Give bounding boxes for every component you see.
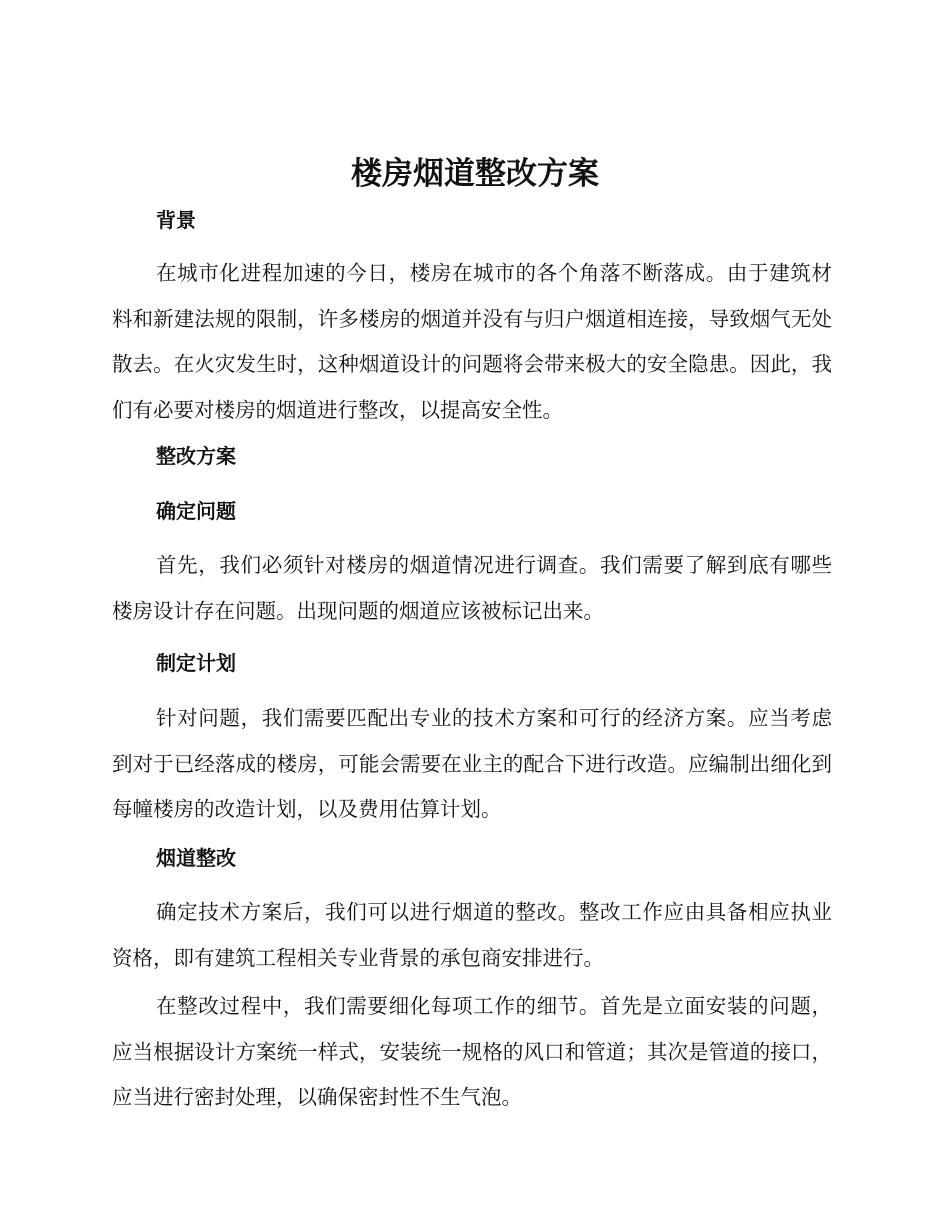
section-heading-plan: 整改方案	[156, 444, 236, 468]
flue-rectification-paragraph-2: 在整改过程中，我们需要细化每项工作的细节。首先是立面安装的问题，应当根据设计方案统一样式，安装统一规格的风口和管道；其次是管道的接口，应当进行密封处理，以确保密封性不生气泡。	[112, 994, 832, 1109]
background-paragraph: 在城市化进程加速的今日，楼房在城市的各个角落不断落成。由于建筑材料和新建法规的限制，许多楼房的烟道并没有与归户烟道相连接，导致烟气无处散去。在火灾发生时，这种烟道设计的问题将会带来极大的安全隐患。因此，我们有必要对楼房的烟道进行整改，以提高安全性。	[112, 261, 832, 422]
flue-rectification-paragraph-1: 确定技术方案后，我们可以进行烟道的整改。整改工作应由具备相应执业资格，即有建筑工程相关专业背景的承包商安排进行。	[112, 900, 832, 970]
section-heading-make-plan: 制定计划	[156, 651, 236, 675]
section-heading-identify-problem: 确定问题	[156, 499, 236, 523]
document-title: 楼房烟道整改方案	[351, 156, 599, 192]
identify-problem-paragraph: 首先，我们必须针对楼房的烟道情况进行调查。我们需要了解到底有哪些楼房设计存在问题。出现问题的烟道应该被标记出来。	[112, 553, 832, 623]
section-heading-flue-rectification: 烟道整改	[156, 846, 236, 870]
section-heading-background: 背景	[156, 208, 196, 232]
make-plan-paragraph: 针对问题，我们需要匹配出专业的技术方案和可行的经济方案。应当考虑到对于已经落成的楼房，可能会需要在业主的配合下进行改造。应编制出细化到每幢楼房的改造计划，以及费用估算计划。	[112, 706, 832, 821]
